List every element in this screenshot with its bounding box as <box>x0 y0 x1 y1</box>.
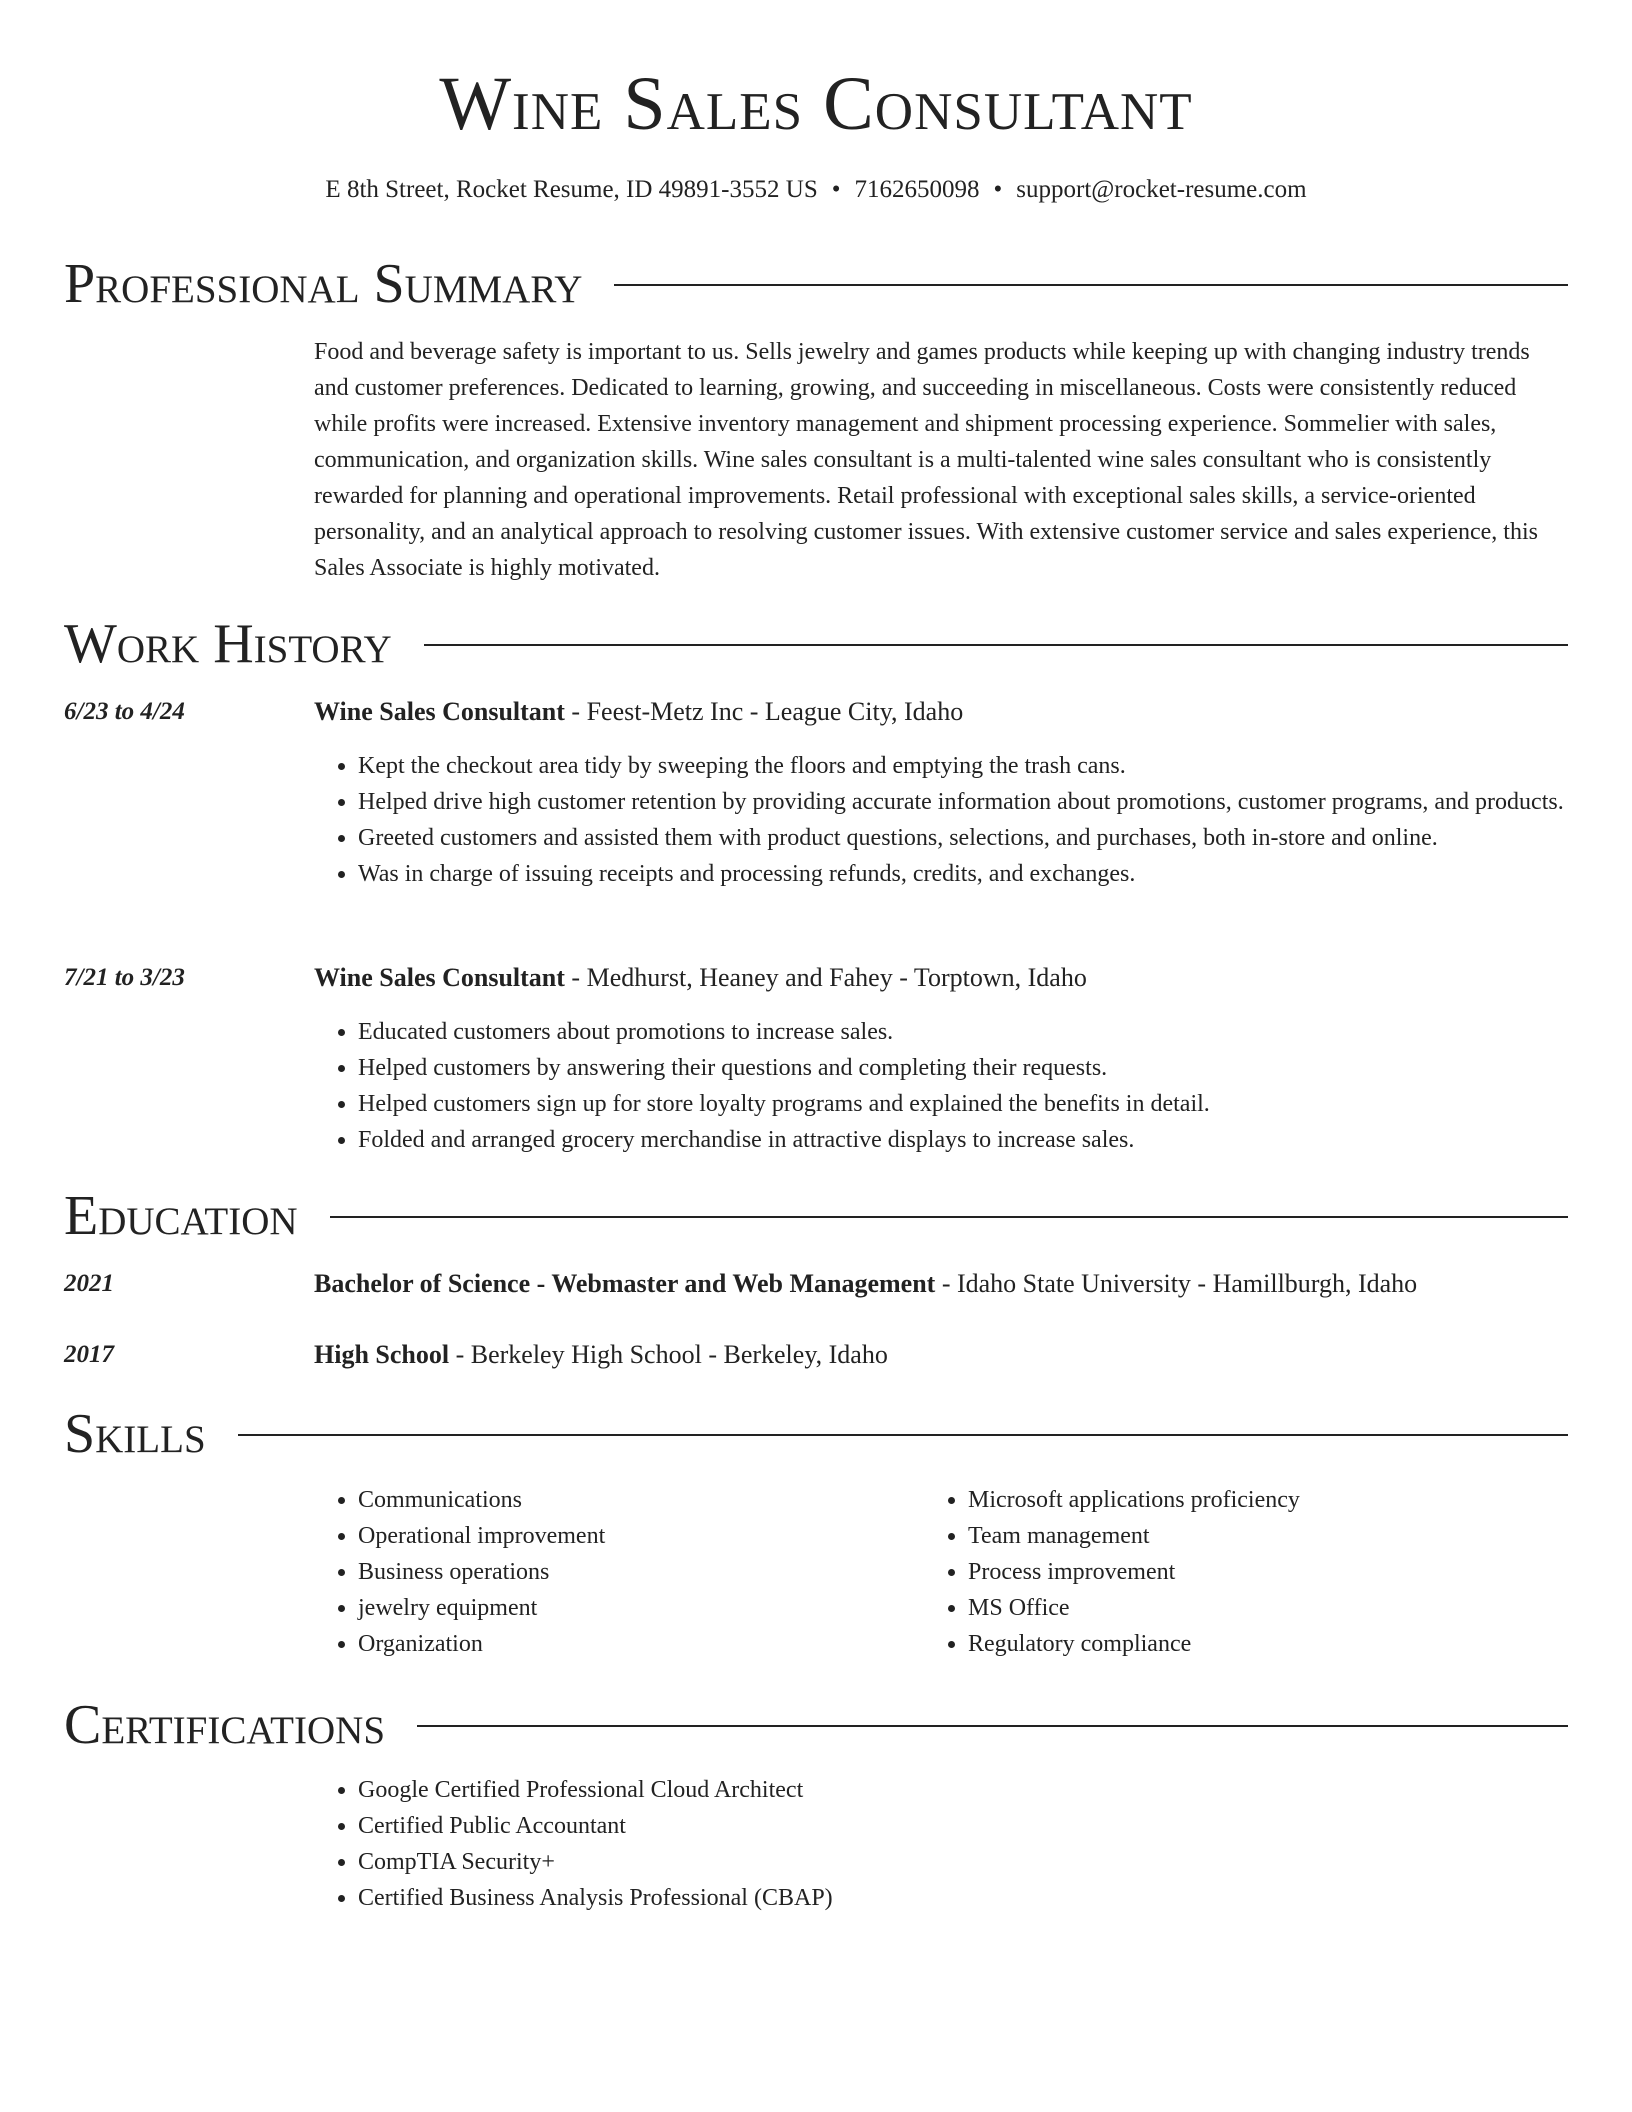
list-item: • Was in charge of issuing receipts and processing refunds, credits, and exchanges. <box>358 856 1568 892</box>
skill-item: • Microsoft applications proficiency <box>968 1482 1524 1518</box>
certifications-title: Certifications <box>64 1694 386 1756</box>
skill-item: • Communications <box>358 1482 914 1518</box>
job-bullet-list <box>314 748 1568 892</box>
skills-title: Skills <box>64 1403 206 1465</box>
education-section-header <box>64 1184 1568 1248</box>
job-role: Wine Sales Consultant <box>314 963 565 992</box>
skills-list-left <box>314 1482 914 1662</box>
skill-item: • Regulatory compliance <box>968 1626 1524 1662</box>
skill-item: • MS Office <box>968 1590 1524 1626</box>
list-item: • Helped customers sign up for store loyalty programs and explained the benefits in detail. <box>358 1086 1568 1122</box>
section-divider <box>238 1434 1568 1436</box>
summary-text: Food and beverage safety is important to us. Sells jewelry and games products while keeping up with changing industry trends and customer preferences. Dedicated to learning, growing, and succeeding in miscellaneous. Costs were consistently reduced while profits were increased. Extensive inventory management and shipment processing experience. Sommelier with sales, communication, and organization skills. Wine sales consultant is a multi-talented wine sales consultant who is consistently rewarded for planning and operational improvements. Retail professional with exceptional sales skills, a service-oriented personality, and an analytical approach to resolving customer issues. With extensive customer service and sales experience, this Sales Associate is highly motivated. <box>314 339 1538 581</box>
education-year: 2017 <box>64 1341 114 1368</box>
list-item: • Helped drive high customer retention by providing accurate information about promotions, customer programs, and products. <box>358 784 1568 820</box>
list-item: • Folded and arranged grocery merchandise in attractive displays to increase sales. <box>358 1122 1568 1158</box>
skill-item: • jewelry equipment <box>358 1590 914 1626</box>
education-title: Education <box>64 1185 298 1247</box>
work-title: Work History <box>64 613 392 675</box>
job-details: - Medhurst, Heaney and Fahey - Torptown, Idaho <box>564 963 1087 992</box>
list-item: • Kept the checkout area tidy by sweeping the floors and emptying the trash cans. <box>358 748 1568 784</box>
candidate-name: Wine Sales Consultant <box>439 62 1193 146</box>
list-item: • Educated customers about promotions to increase sales. <box>358 1014 1568 1050</box>
education-degree: Bachelor of Science - Webmaster and Web Management <box>314 1269 936 1298</box>
work-section-header <box>64 612 1568 676</box>
skill-item: • Team management <box>968 1518 1524 1554</box>
certification-item: • Certified Public Accountant <box>358 1808 1568 1844</box>
section-divider <box>417 1725 1568 1727</box>
job-role: Wine Sales Consultant <box>314 697 565 726</box>
certifications-list <box>314 1772 1568 1916</box>
education-heading <box>314 1337 1568 1373</box>
job-heading <box>314 960 1568 996</box>
section-divider <box>424 644 1568 646</box>
education-degree: High School <box>314 1340 450 1369</box>
job-details: - Feest-Metz Inc - League City, Idaho <box>564 697 964 726</box>
contact-separator: • <box>993 176 1003 203</box>
education-year: 2021 <box>64 1270 114 1297</box>
summary-section-header <box>64 252 1568 316</box>
contact-separator: • <box>831 176 841 203</box>
education-details: - Idaho State University - Hamillburgh, Idaho <box>935 1269 1418 1298</box>
education-heading <box>314 1266 1568 1302</box>
job-heading <box>314 694 1568 730</box>
list-item: • Helped customers by answering their questions and completing their requests. <box>358 1050 1568 1086</box>
skills-list-right <box>924 1482 1524 1662</box>
education-details: - Berkeley High School - Berkeley, Idaho <box>449 1340 888 1369</box>
job-bullet-list <box>314 1014 1568 1158</box>
contact-address: E 8th Street, Rocket Resume, ID 49891-3552 US <box>325 176 818 203</box>
certification-item: • Certified Business Analysis Professional (CBAP) <box>358 1880 1568 1916</box>
job-dates: 7/21 to 3/23 <box>64 964 185 991</box>
section-divider <box>614 284 1568 286</box>
section-divider <box>330 1216 1568 1218</box>
skill-item: • Business operations <box>358 1554 914 1590</box>
skill-item: • Process improvement <box>968 1554 1524 1590</box>
skills-section-header <box>64 1402 1568 1466</box>
skill-item: • Organization <box>358 1626 914 1662</box>
job-dates: 6/23 to 4/24 <box>64 698 185 725</box>
certification-item: • CompTIA Security+ <box>358 1844 1568 1880</box>
contact-email[interactable]: support@rocket-resume.com <box>1016 176 1307 203</box>
certification-item: • Google Certified Professional Cloud Architect <box>358 1772 1568 1808</box>
contact-line <box>64 172 1568 208</box>
list-item: • Greeted customers and assisted them with product questions, selections, and purchases, both in-store and online. <box>358 820 1568 856</box>
certifications-section-header <box>64 1693 1568 1757</box>
contact-phone[interactable]: 7162650098 <box>854 176 980 203</box>
skill-item: • Operational improvement <box>358 1518 914 1554</box>
summary-title: Professional Summary <box>64 253 583 315</box>
